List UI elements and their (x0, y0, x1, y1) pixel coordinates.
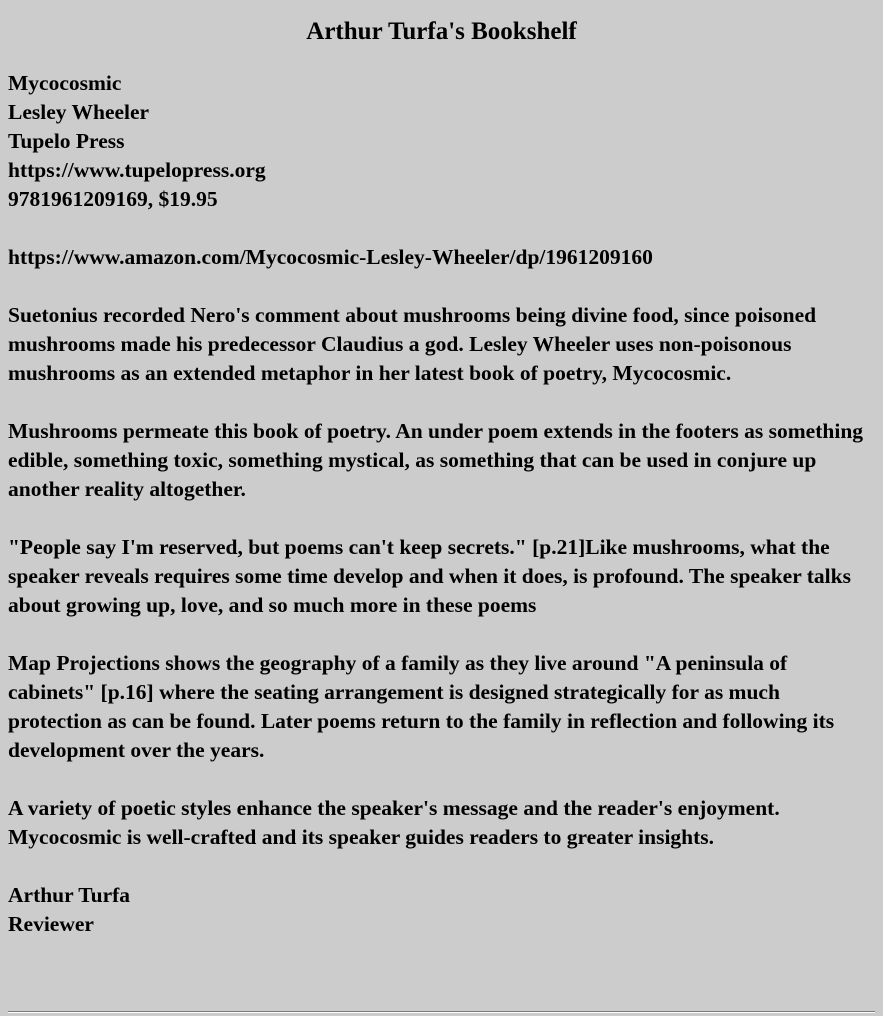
book-isbn-price: 9781961209169, $19.95 (8, 187, 218, 211)
page-content (0, 16, 883, 939)
amazon-link: https://www.amazon.com/Mycocosmic-Lesley-Wheeler/dp/1961209160 (8, 245, 653, 269)
review-paragraph-4: Map Projections shows the geography of a family as they live around "A peninsula of cabinets" [p.16] where the seating arrangement is designed strategically for as much protection as can be found. Later poems return to the family in reflection and following its development over the years. (8, 651, 835, 762)
book-title: Mycocosmic (8, 71, 122, 95)
reviewer-name: Arthur Turfa (8, 883, 131, 907)
review-paragraph-2: Mushrooms permeate this book of poetry. An under poem extends in the footers as something edible, something toxic, something mystical, as something that can be used in conjure up another reality altogether. (8, 419, 864, 501)
review-paragraph-1: Suetonius recorded Nero's comment about mushrooms being divine food, since poisoned mushrooms made his predecessor Claudius a god. Lesley Wheeler uses non-poisonous mushrooms as an extended metaphor in her latest book of poetry, Mycocosmic. (8, 303, 817, 385)
review-paragraph-3: "People say I'm reserved, but poems can't keep secrets." [p.21]Like mushrooms, what the speaker reveals requires some time develop and when it does, is profound. The speaker talks about growing up, love, and so much more in these poems (8, 535, 851, 617)
book-author: Lesley Wheeler (8, 100, 150, 124)
page-title: Arthur Turfa's Bookshelf (306, 18, 577, 45)
review-paragraph-5: A variety of poetic styles enhance the speaker's message and the reader's enjoyment. Mycocosmic is well-crafted and its speaker guides readers to greater insights. (8, 796, 780, 849)
reviewer-role: Reviewer (8, 912, 94, 936)
book-publisher: Tupelo Press (8, 129, 125, 153)
reviewer-signature (8, 881, 875, 939)
publisher-url: https://www.tupelopress.org (8, 158, 266, 182)
horizontal-rule (8, 1011, 875, 1013)
book-details (8, 69, 875, 214)
